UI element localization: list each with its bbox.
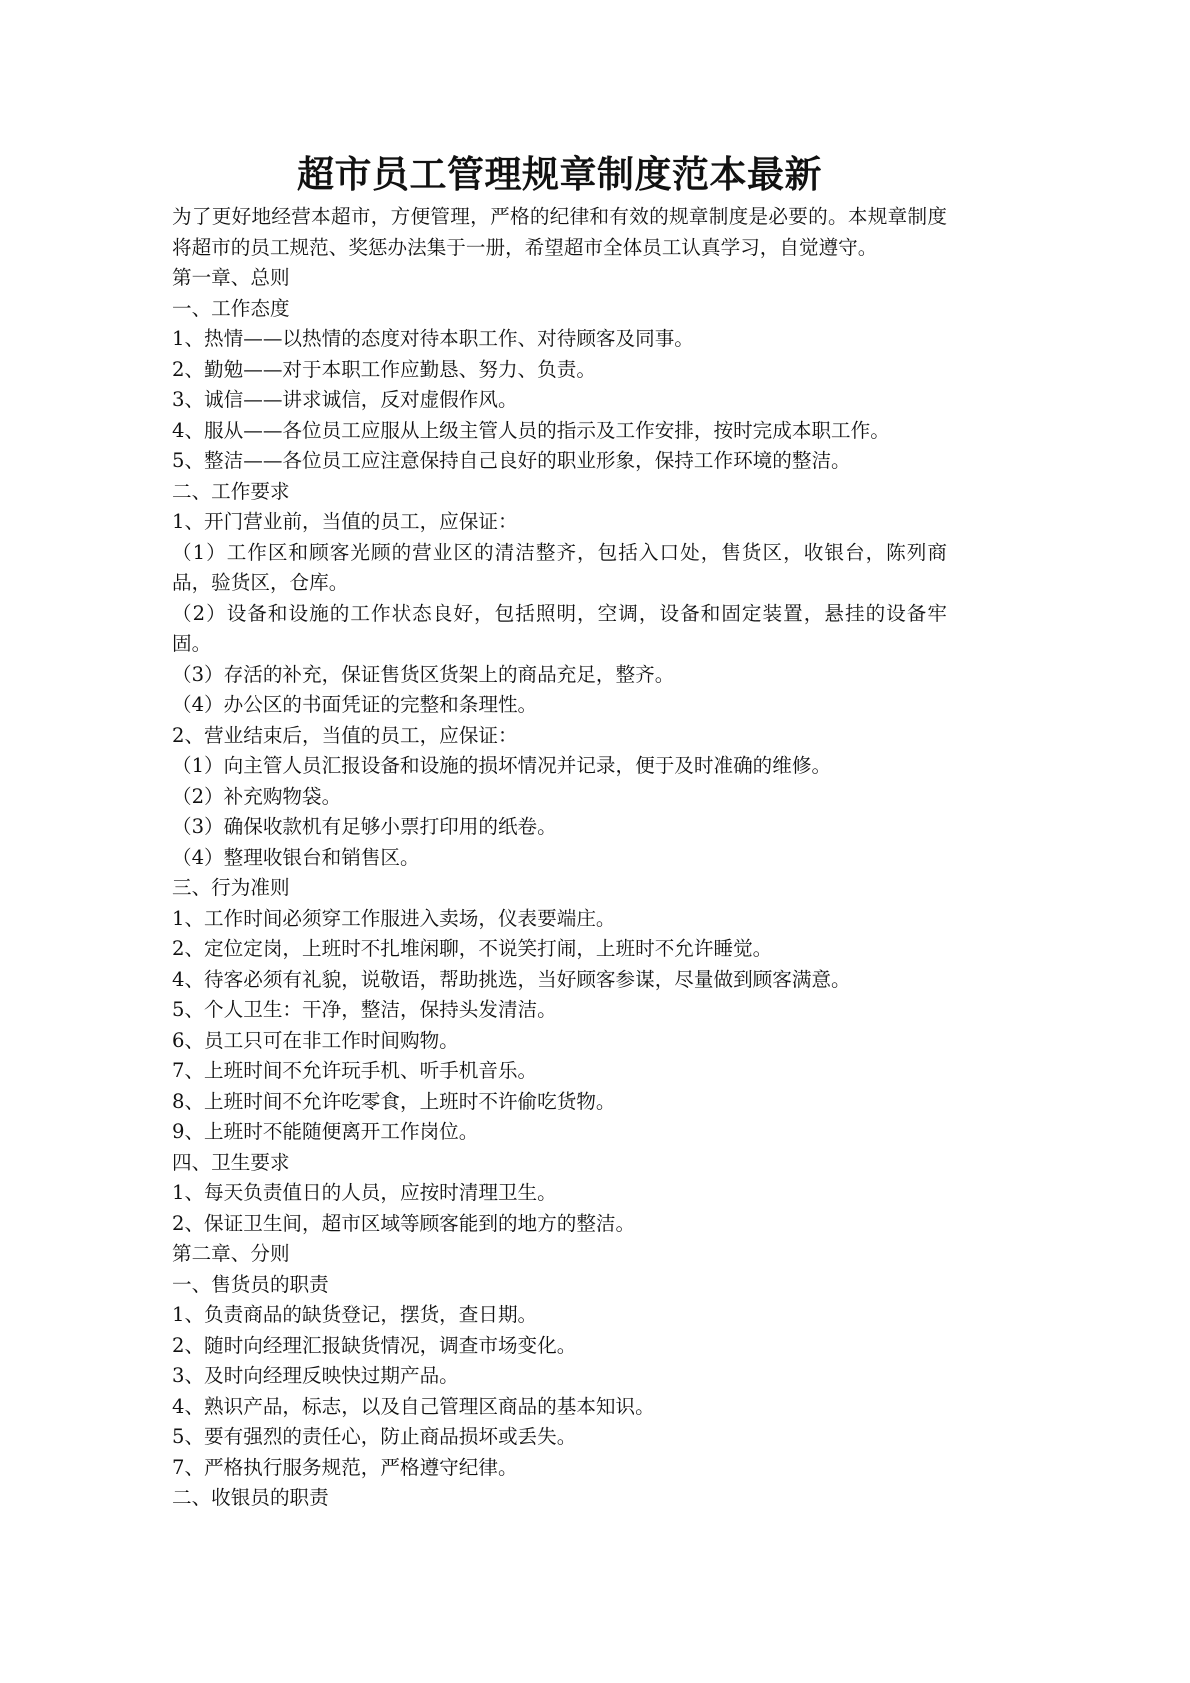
text-line: 9、上班时不能随便离开工作岗位。 (172, 1120, 479, 1143)
text-line: 6、员工只可在非工作时间购物。 (172, 1028, 459, 1052)
text-line: 2、营业结束后，当值的员工，应保证： (172, 723, 518, 747)
text-line: 1、每天负责值日的人员，应按时清理卫生。 (172, 1181, 557, 1204)
text-line: 二、工作要求 (172, 479, 290, 503)
text-line: 一、售货员的职责 (172, 1272, 329, 1296)
text-line: 7、上班时间不允许玩手机、听手机音乐。 (172, 1059, 538, 1082)
text-line: （3）确保收款机有足够小票打印用的纸卷。 (172, 815, 557, 838)
text-line: 2、随时向经理汇报缺货情况，调查市场变化。 (172, 1333, 577, 1357)
text-line: 1、负责商品的缺货登记，摆货，查日期。 (172, 1303, 538, 1326)
text-line: （3）存活的补充，保证售货区货架上的商品充足，整齐。 (172, 662, 675, 686)
text-line: （1）工作区和顾客光顾的营业区的清洁整齐，包括入口处，售货区，收银台，陈列商品，验货区，仓库。 (172, 540, 947, 594)
text-line: （4）整理收银台和销售区。 (172, 845, 420, 869)
text-line: （2）补充购物袋。 (172, 784, 342, 808)
text-line: （4）办公区的书面凭证的完整和条理性。 (172, 693, 538, 716)
text-line: 1、开门营业前，当值的员工，应保证： (172, 510, 518, 533)
text-line: 第二章、分则 (172, 1242, 290, 1265)
text-line: 三、行为准则 (172, 876, 290, 899)
text-line: 3、及时向经理反映快过期产品。 (172, 1364, 459, 1387)
text-line: 4、服从——各位员工应服从上级主管人员的指示及工作安排，按时完成本职工作。 (172, 418, 890, 442)
text-line: 5、整洁——各位员工应注意保持自己良好的职业形象，保持工作环境的整洁。 (172, 449, 851, 472)
text-line: 2、保证卫生间，超市区域等顾客能到的地方的整洁。 (172, 1211, 636, 1235)
document-body (172, 202, 947, 1514)
text-line: 5、要有强烈的责任心，防止商品损坏或丢失。 (172, 1425, 577, 1448)
text-line: 7、严格执行服务规范，严格遵守纪律。 (172, 1455, 518, 1479)
document-title: 超市员工管理规章制度范本最新 (297, 152, 822, 196)
document-lines (172, 263, 947, 1514)
text-line: 2、定位定岗，上班时不扎堆闲聊，不说笑打闹，上班时不允许睡觉。 (172, 937, 773, 960)
text-line: 1、工作时间必须穿工作服进入卖场，仪表要端庄。 (172, 906, 616, 930)
text-line: 5、个人卫生：干净，整洁，保持头发清洁。 (172, 998, 557, 1021)
text-line: 4、熟识产品，标志，以及自己管理区商品的基本知识。 (172, 1394, 655, 1418)
text-line: 二、收银员的职责 (172, 1486, 329, 1509)
document-page (172, 150, 947, 1514)
text-line: 四、卫生要求 (172, 1150, 290, 1174)
text-line: （1）向主管人员汇报设备和设施的损坏情况并记录，便于及时准确的维修。 (172, 754, 832, 777)
text-line: 第一章、总则 (172, 266, 290, 289)
intro-paragraph: 为了更好地经营本超市，方便管理，严格的纪律和有效的规章制度是必要的。本规章制度将超市的员工规范、奖惩办法集于一册，希望超市全体员工认真学习，自觉遵守。 (172, 205, 947, 259)
text-line: 4、待客必须有礼貌，说敬语，帮助挑选，当好顾客参谋，尽量做到顾客满意。 (172, 967, 851, 991)
text-line: 一、工作态度 (172, 296, 290, 320)
text-line: 2、勤勉——对于本职工作应勤恳、努力、负责。 (172, 357, 596, 381)
text-line: 3、诚信——讲求诚信，反对虚假作风。 (172, 388, 518, 411)
text-line: 1、热情——以热情的态度对待本职工作、对待顾客及同事。 (172, 327, 694, 350)
text-line: （2）设备和设施的工作状态良好，包括照明，空调，设备和固定装置，悬挂的设备牢固。 (172, 601, 947, 655)
text-line: 8、上班时间不允许吃零食，上班时不许偷吃货物。 (172, 1089, 616, 1113)
